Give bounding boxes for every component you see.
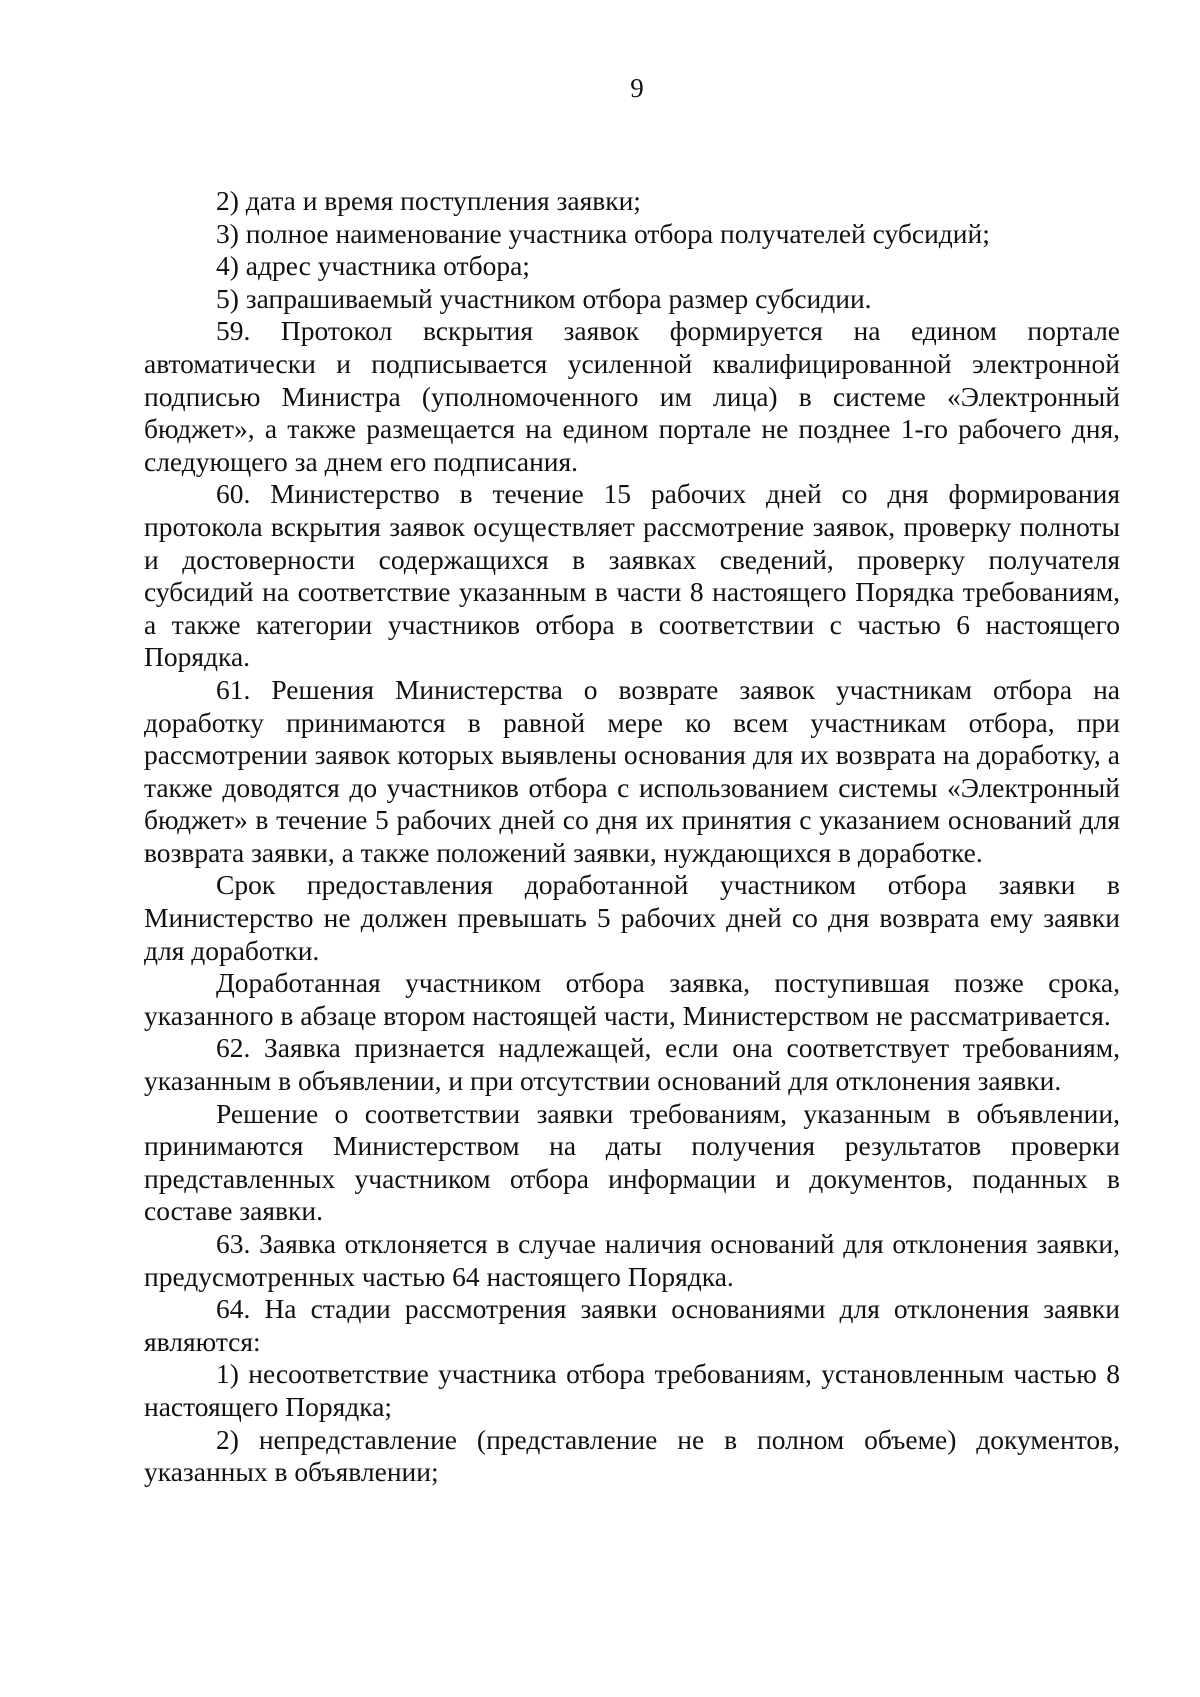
page-number: 9 <box>630 73 644 103</box>
paragraph-61: 61. Решения Министерства о возврате заявок участникам отбора на доработку принимаются в равной мере ко всем участникам отбора, при рассмотрении заявок которых выявлены основания для их возврата на доработку, а также доводятся до участников отбора с использованием системы «Электронный бюджет» в течение 5 рабочих дней со дня их принятия с указанием оснований для возврата заявки, а также положений заявки, нуждающихся в доработке. <box>144 673 1120 868</box>
paragraph-63: 63. Заявка отклоняется в случае наличия оснований для отклонения заявки, предусмотренных частью 64 настоящего Порядка. <box>144 1228 1120 1292</box>
paragraph-60: 60. Министерство в течение 15 рабочих дней со дня формирования протокола вскрытия заявок осуществляет рассмотрение заявок, проверку полноты и достоверности содержащихся в заявках сведений, проверку получателя субсидий на соответствие указанным в части 8 настоящего Порядка требованиям, а также категории участников отбора в соответствии с частью 6 настоящего Порядка. <box>144 478 1120 673</box>
paragraph-61-late-submission: Доработанная участником отбора заявка, поступившая позже срока, указанного в абзаце втором настоящей части, Министерством не рассматривается. <box>144 967 1120 1031</box>
paragraph-64: 64. На стадии рассмотрения заявки основаниями для отклонения заявки являются: <box>144 1293 1120 1357</box>
paragraph-64-item-2: 2) непредставление (представление не в полном объеме) документов, указанных в объявлении; <box>144 1423 1120 1488</box>
paragraph-list-item-2: 2) дата и время поступления заявки; <box>216 185 641 216</box>
paragraph-list-item-4: 4) адрес участника отбора; <box>216 250 530 282</box>
document-body <box>144 185 1120 1489</box>
paragraph-62-decision: Решение о соответствии заявки требованиям, указанным в объявлении, принимаются Министерством на даты получения результатов проверки представленных участником отбора информации и документов, поданных в составе заявки. <box>144 1097 1120 1227</box>
paragraph-list-item-3: 3) полное наименование участника отбора получателей субсидий; <box>216 217 990 249</box>
paragraph-61-resubmission-deadline: Срок предоставления доработанной участником отбора заявки в Министерство не должен превышать 5 рабочих дней со дня возврата ему заявки для доработки. <box>144 869 1120 966</box>
paragraph-64-item-1: 1) несоответствие участника отбора требованиям, установленным частью 8 настоящего Порядка; <box>144 1358 1120 1422</box>
paragraph-62: 62. Заявка признается надлежащей, если она соответствует требованиям, указанным в объявлении, и при отсутствии оснований для отклонения заявки. <box>144 1032 1120 1097</box>
paragraph-59: 59. Протокол вскрытия заявок формируется на едином портале автоматически и подписывается усиленной квалифицированной электронной подписью Министра (уполномоченного им лица) в системе «Электронный бюджет», а также размещается на едином портале не позднее 1-го рабочего дня, следующего за днем его подписания. <box>144 315 1120 477</box>
paragraph-list-item-5: 5) запрашиваемый участником отбора размер субсидии. <box>216 282 872 314</box>
